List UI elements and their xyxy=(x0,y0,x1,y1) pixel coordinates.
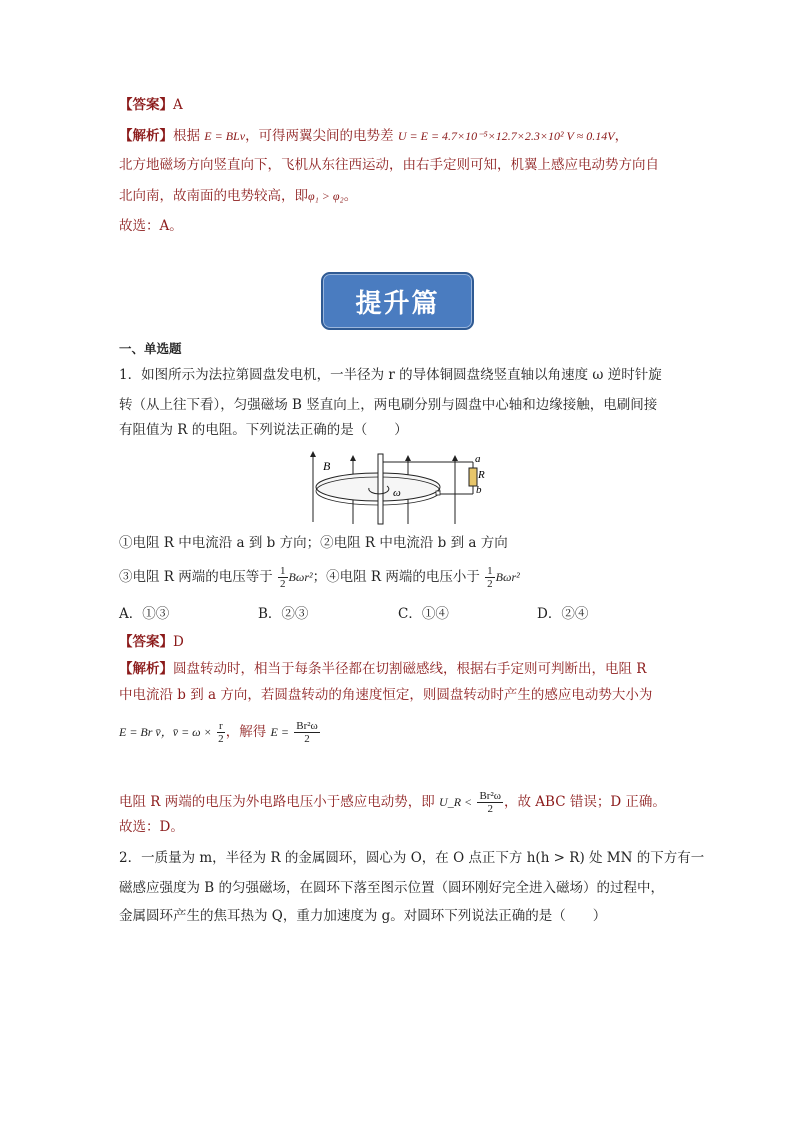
q2-line-3: 金属圆环产生的焦耳热为 Q，重力加速度为 g。对圆环下列说法正确的是（ ） xyxy=(119,908,607,924)
section-banner xyxy=(321,272,474,330)
choice-C: C．①④ xyxy=(398,606,449,622)
q1-statements-2: ③电阻 R 两端的电压等于 $\frac{1}{2}$ Bωr²；④电阻 R 两端的电压小于 $\frac{1}{2}$ Bωr² xyxy=(119,565,520,590)
formula-phi: φ₁ > φ₂ xyxy=(308,189,344,203)
answer-value: A xyxy=(173,97,183,113)
fraction: $\frac{r}{2}$ xyxy=(218,720,224,745)
label-R: R xyxy=(478,469,485,481)
choice-D: D．②④ xyxy=(537,606,589,622)
analysis2-line-2: 中电流沿 b 到 a 方向，若圆盘转动的角速度恒定，则圆盘转动时产生的感应电动势大小为 xyxy=(119,687,653,703)
banner-title: 提升篇 xyxy=(355,288,440,319)
analysis2-formula: E = Br v̄，v̄ = ω × $\frac{r}{2}$ ，解得 E = $\frac{\text{Br²ω}}{2}$ xyxy=(119,720,318,745)
fraction: $\frac{1}{2}$ xyxy=(280,565,286,590)
answer-value: D xyxy=(173,634,184,650)
q2-line-1: 2．一质量为 m，半径为 R 的金属圆环，圆心为 O，在 O 点正下方 h(h > R) 处 MN 的下方有一 xyxy=(119,850,705,866)
fraction: $\frac{\text{Br²ω}}{2}$ xyxy=(296,720,318,745)
fraction: $\frac{\text{Br²ω}}{2}$ xyxy=(479,790,501,815)
q1-line-1: 1．如图所示为法拉第圆盘发电机，一半径为 r 的导体铜圆盘绕竖直轴以角速度 ω 逆时针旋 xyxy=(119,367,662,383)
q2-line-2: 磁感应强度为 B 的匀强磁场，在圆环下落至图示位置（圆环刚好完全进入磁场）的过程中， xyxy=(119,880,665,896)
analysis2-line-1: 【解析】圆盘转动时，相当于每条半径都在切割磁感线，根据右手定则可判断出，电阻 R xyxy=(119,661,647,677)
answer-tag: 【答案】 xyxy=(119,634,173,650)
label-omega: ω xyxy=(393,487,401,499)
answer-line xyxy=(119,632,184,652)
brush xyxy=(436,491,440,495)
formula-emf: E = BLv xyxy=(204,129,246,143)
choose-line-2: 故选：D。 xyxy=(119,819,184,835)
q1-line-2: 转（从上往下看），匀强磁场 B 竖直向上，两电刷分别与圆盘中心轴和边缘接触，电刷间接 xyxy=(119,397,658,413)
q1-statements-1: ①电阻 R 中电流沿 a 到 b 方向；②电阻 R 中电流沿 b 到 a 方向 xyxy=(119,535,508,551)
analysis-tag: 【解析】 xyxy=(119,128,173,144)
choice-B: B．②③ xyxy=(258,606,309,622)
axle xyxy=(378,454,383,524)
analysis-tag: 【解析】 xyxy=(119,661,173,677)
formula-potential: U = E = 4.7×10⁻⁵×12.7×2.3×10² V ≈ 0.14V xyxy=(397,129,615,143)
answer-line xyxy=(119,95,183,115)
fraction: $\frac{1}{2}$ xyxy=(487,565,493,590)
choose-line-1: 故选：A。 xyxy=(119,218,183,234)
label-b: b xyxy=(476,484,482,496)
choice-A: A．①③ xyxy=(119,606,170,622)
label-B: B xyxy=(323,459,331,473)
label-a: a xyxy=(475,453,481,465)
analysis2-line-4: 电阻 R 两端的电压为外电路电压小于感应电动势，即 U_R < $\frac{\text{Br²ω}}{2}$ ，故 ABC 错误；D 正确。 xyxy=(119,790,666,815)
section-heading: 一、单选题 xyxy=(119,341,182,356)
analysis-line-1: 【解析】根据 E = BLv，可得两翼尖间的电势差 U = E = 4.7×10⁻⁵×12.7×2.3×10² V ≈ 0.14V， xyxy=(119,128,629,144)
answer-tag: 【答案】 xyxy=(119,97,173,113)
analysis-line-2: 北方地磁场方向竖直向下，飞机从东往西运动，由右手定则可知，机翼上感应电动势方向自 xyxy=(119,157,659,173)
analysis-line-3: 北向南，故南面的电势较高，即φ₁ > φ₂。 xyxy=(119,188,358,204)
faraday-disk-figure xyxy=(305,450,490,528)
q1-line-3: 有阻值为 R 的电阻。下列说法正确的是（ ） xyxy=(119,422,408,438)
